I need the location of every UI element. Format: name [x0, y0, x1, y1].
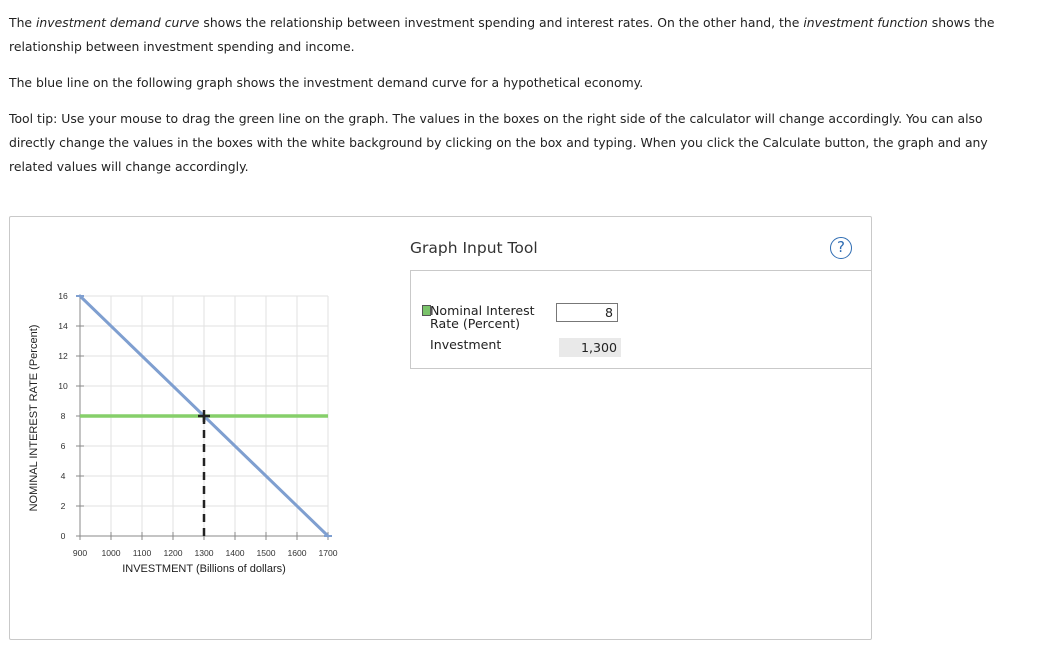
y-tick-label: 10: [58, 381, 68, 391]
y-tick-label: 0: [60, 531, 66, 541]
intro-text: The: [9, 15, 36, 30]
graph-input-tool-title: Graph Input Tool: [410, 239, 538, 257]
x-axis-title: INVESTMENT (Billions of dollars): [122, 563, 286, 575]
tool-tip-paragraph: Tool tip: Use your mouse to drag the green line on the graph. The values in the boxes on the right side of the calculator will change accordingly. You can also directly change the values in the boxes with the white background by clicking on the box and typing. When you click the Calculate button, the graph and any related values will change accordingly.: [9, 111, 988, 174]
y-tick-label: 8: [60, 411, 66, 421]
x-tick-label: 1400: [225, 548, 245, 558]
x-tick-label: 1300: [194, 548, 214, 558]
intro-text: shows the relationship between investment spending and income.: [9, 15, 995, 54]
graph-panel: [9, 216, 872, 640]
intro-emphasis: investment demand curve: [35, 15, 200, 30]
intro-paragraph-2: The blue line on the following graph shows the investment demand curve for a hypothetical economy.: [9, 75, 644, 90]
x-tick-label: 900: [72, 548, 88, 558]
y-tick-label: 12: [58, 351, 68, 361]
x-tick-label: 1000: [101, 548, 121, 558]
y-tick-label: 14: [58, 321, 68, 331]
intro-emphasis: investment function: [803, 15, 928, 30]
rate-label: Nominal Interest Rate (Percent): [430, 303, 535, 331]
y-tick-label: 6: [60, 441, 66, 451]
chart[interactable]: [10, 217, 400, 639]
help-icon[interactable]: ?: [830, 237, 852, 259]
x-tick-label: 1500: [256, 548, 276, 558]
intro-text: shows the relationship between investment spending and interest rates. On the other hand, the: [199, 15, 804, 30]
y-tick-label: 2: [60, 501, 66, 511]
x-tick-label: 1200: [163, 548, 183, 558]
y-axis-title: NOMINAL INTEREST RATE (Percent): [28, 324, 40, 512]
intro-paragraph-1: [9, 11, 1029, 59]
x-tick-label: 1600: [287, 548, 307, 558]
interest-rate-input[interactable]: [556, 303, 618, 322]
input-box: [410, 270, 871, 369]
y-tick-label: 16: [58, 291, 68, 301]
y-tick-label: 4: [60, 471, 66, 481]
x-tick-label: 1700: [318, 548, 338, 558]
investment-label: Investment: [430, 337, 502, 352]
x-tick-label: 1100: [132, 548, 152, 558]
investment-value: 1,300: [559, 338, 621, 357]
